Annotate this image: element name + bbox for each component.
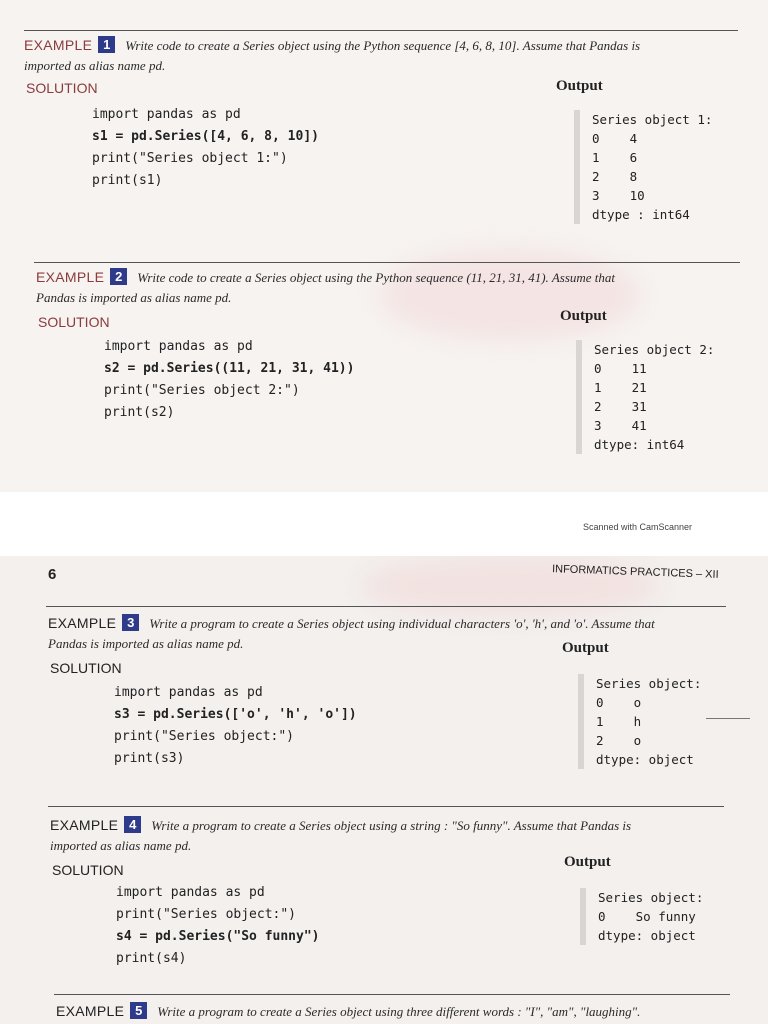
output-block: [580, 888, 703, 945]
code-line: import pandas as pd: [92, 107, 241, 122]
solution-heading: SOLUTION: [50, 660, 122, 676]
example-number-badge: 2: [110, 268, 127, 285]
example-label: EXAMPLE: [50, 817, 119, 833]
code-line: import pandas as pd: [114, 685, 263, 700]
scanned-page-top: [0, 0, 768, 492]
example-1-heading: [24, 36, 640, 55]
code-line: print(s1): [92, 173, 163, 188]
page-number: 6: [48, 566, 57, 583]
output-heading: Output: [564, 854, 611, 870]
section-rule: [34, 262, 740, 263]
code-block: [116, 882, 320, 970]
output-block: [576, 340, 714, 454]
output-heading: Output: [562, 640, 609, 656]
example-description-cont: Pandas is imported as alias name pd.: [48, 636, 244, 651]
example-label: EXAMPLE: [36, 269, 105, 285]
output-line: Series object 1:: [592, 112, 713, 127]
output-line: 2 31: [594, 399, 647, 414]
output-line: dtype : int64: [592, 207, 690, 222]
example-description: Write code to create a Series object using the Python sequence [4, 6, 8, 10]. Assume that Pandas is: [125, 38, 641, 53]
output-line: 1 h: [596, 714, 642, 729]
scan-smudge: [380, 250, 640, 340]
code-line: print(s4): [116, 951, 187, 966]
output-line: dtype: object: [598, 928, 696, 943]
output-line: dtype: int64: [594, 437, 685, 452]
section-rule: [48, 806, 724, 807]
output-block: [574, 110, 712, 224]
output-heading: Output: [556, 78, 603, 94]
output-block: [578, 674, 701, 769]
solution-heading: SOLUTION: [26, 80, 98, 96]
code-block: [92, 104, 319, 192]
code-line: print(s2): [104, 405, 175, 420]
output-line: 1 21: [594, 380, 647, 395]
example-description: Write a program to create a Series object using three different words : "I", "am", "laughing".: [157, 1004, 641, 1019]
output-line: 3 41: [594, 418, 647, 433]
example-description-cont: Pandas is imported as alias name pd.: [36, 290, 232, 305]
section-rule: [46, 606, 726, 607]
example-label: EXAMPLE: [48, 615, 117, 631]
scanner-watermark: Scanned with CamScanner: [582, 522, 692, 532]
code-line: print("Series object:"): [116, 907, 297, 922]
example-3-heading: [48, 614, 655, 633]
running-header: INFORMATICS PRACTICES – XII: [551, 563, 719, 581]
code-line: import pandas as pd: [116, 885, 265, 900]
section-rule: [24, 30, 738, 31]
section-rule: [54, 994, 730, 995]
code-line: s2 = pd.Series((11, 21, 31, 41)): [104, 361, 355, 376]
code-line: print(s3): [114, 751, 185, 766]
code-line: s4 = pd.Series("So funny"): [116, 929, 320, 944]
solution-heading: SOLUTION: [52, 862, 124, 878]
example-number-badge: 3: [122, 614, 139, 631]
example-4-heading: [50, 816, 631, 835]
output-line: 1 6: [592, 150, 638, 165]
code-block: [104, 336, 354, 424]
code-block: [114, 682, 357, 770]
output-line: dtype: object: [596, 752, 694, 767]
margin-mark: [706, 718, 750, 719]
output-line: 0 11: [594, 361, 647, 376]
output-line: 2 o: [596, 733, 642, 748]
output-line: Series object:: [596, 676, 702, 691]
code-line: import pandas as pd: [104, 339, 253, 354]
output-line: 3 10: [592, 188, 645, 203]
example-number-badge: 4: [124, 816, 141, 833]
code-line: print("Series object:"): [114, 729, 295, 744]
code-line: s1 = pd.Series([4, 6, 8, 10]): [92, 129, 319, 144]
example-5-heading: [56, 1002, 640, 1021]
example-description-cont: imported as alias name pd.: [50, 838, 192, 853]
example-label: EXAMPLE: [56, 1003, 125, 1019]
output-line: 0 o: [596, 695, 642, 710]
output-line: Series object:: [598, 890, 704, 905]
example-number-badge: 5: [130, 1002, 147, 1019]
example-label: EXAMPLE: [24, 37, 93, 53]
example-number-badge: 1: [98, 36, 115, 53]
example-description: Write a program to create a Series object using a string : "So funny". Assume that Pandas is: [151, 818, 632, 833]
solution-heading: SOLUTION: [38, 314, 110, 330]
example-2-heading: [36, 268, 615, 287]
code-line: s3 = pd.Series(['o', 'h', 'o']): [114, 707, 357, 722]
output-line: 0 4: [592, 131, 638, 146]
output-line: 2 8: [592, 169, 638, 184]
example-description: Write a program to create a Series object using individual characters 'o', 'h', and 'o'. Assume that: [149, 616, 655, 631]
output-heading: Output: [560, 308, 607, 324]
output-line: Series object 2:: [594, 342, 715, 357]
output-line: 0 So funny: [598, 909, 696, 924]
code-line: print("Series object 2:"): [104, 383, 300, 398]
example-description-cont: imported as alias name pd.: [24, 58, 166, 73]
example-description: Write code to create a Series object using the Python sequence (11, 21, 31, 41). Assume that: [137, 270, 616, 285]
code-line: print("Series object 1:"): [92, 151, 288, 166]
